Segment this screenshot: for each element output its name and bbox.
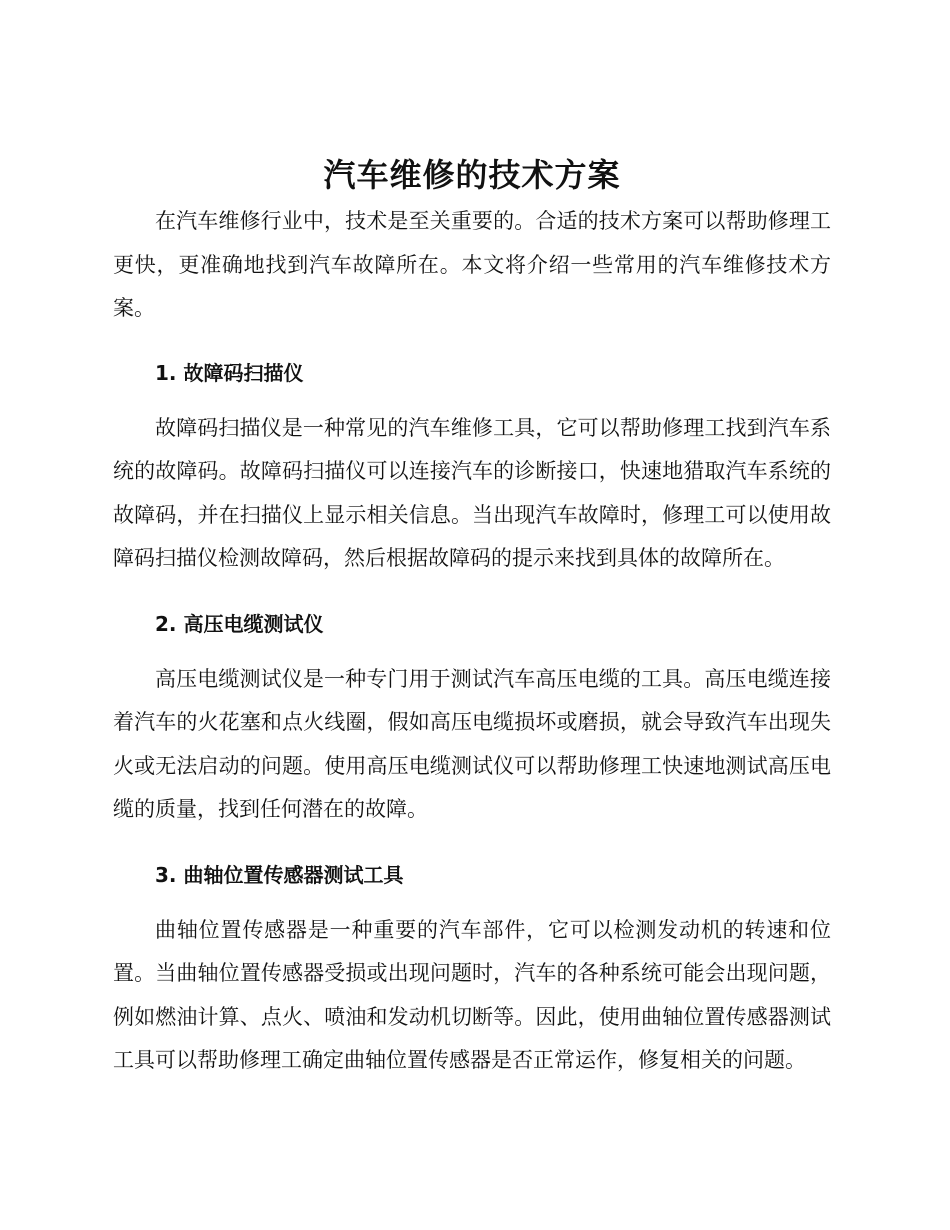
section-heading-scanner: 1. 故障码扫描仪 xyxy=(155,360,304,385)
document-page xyxy=(113,148,831,1083)
section-body-scanner: 故障码扫描仪是一种常见的汽车维修工具，它可以帮助修理工找到汽车系统的故障码。故障码扫描仪可以连接汽车的诊断接口，快速地猎取汽车系统的故障码，并在扫描仪上显示相关信息。当出现汽车故障时，修理工可以使用故障码扫描仪检测故障码，然后根据故障码的提示来找到具体的故障所在。 xyxy=(113,415,831,570)
section-heading-cable-tester: 2. 高压电缆测试仪 xyxy=(155,611,324,636)
section-body-crankshaft-tool: 曲轴位置传感器是一种重要的汽车部件，它可以检测发动机的转速和位置。当曲轴位置传感器受损或出现问题时，汽车的各种系统可能会出现问题，例如燃油计算、点火、喷油和发动机切断等。因此，使用曲轴位置传感器测试工具可以帮助修理工确定曲轴位置传感器是否正常运作，修复相关的问题。 xyxy=(113,917,831,1072)
section-heading-crankshaft-tool: 3. 曲轴位置传感器测试工具 xyxy=(155,862,404,887)
document-title: 汽车维修的技术方案 xyxy=(323,156,621,194)
intro-paragraph: 在汽车维修行业中，技术是至关重要的。合适的技术方案可以帮助修理工更快，更准确地找到汽车故障所在。本文将介绍一些常用的汽车维修技术方案。 xyxy=(113,209,831,320)
section-body-cable-tester: 高压电缆测试仪是一种专门用于测试汽车高压电缆的工具。高压电缆连接着汽车的火花塞和点火线圈，假如高压电缆损坏或磨损，就会导致汽车出现失火或无法启动的问题。使用高压电缆测试仪可以帮助修理工快速地测试高压电缆的质量，找到任何潜在的故障。 xyxy=(113,666,831,821)
